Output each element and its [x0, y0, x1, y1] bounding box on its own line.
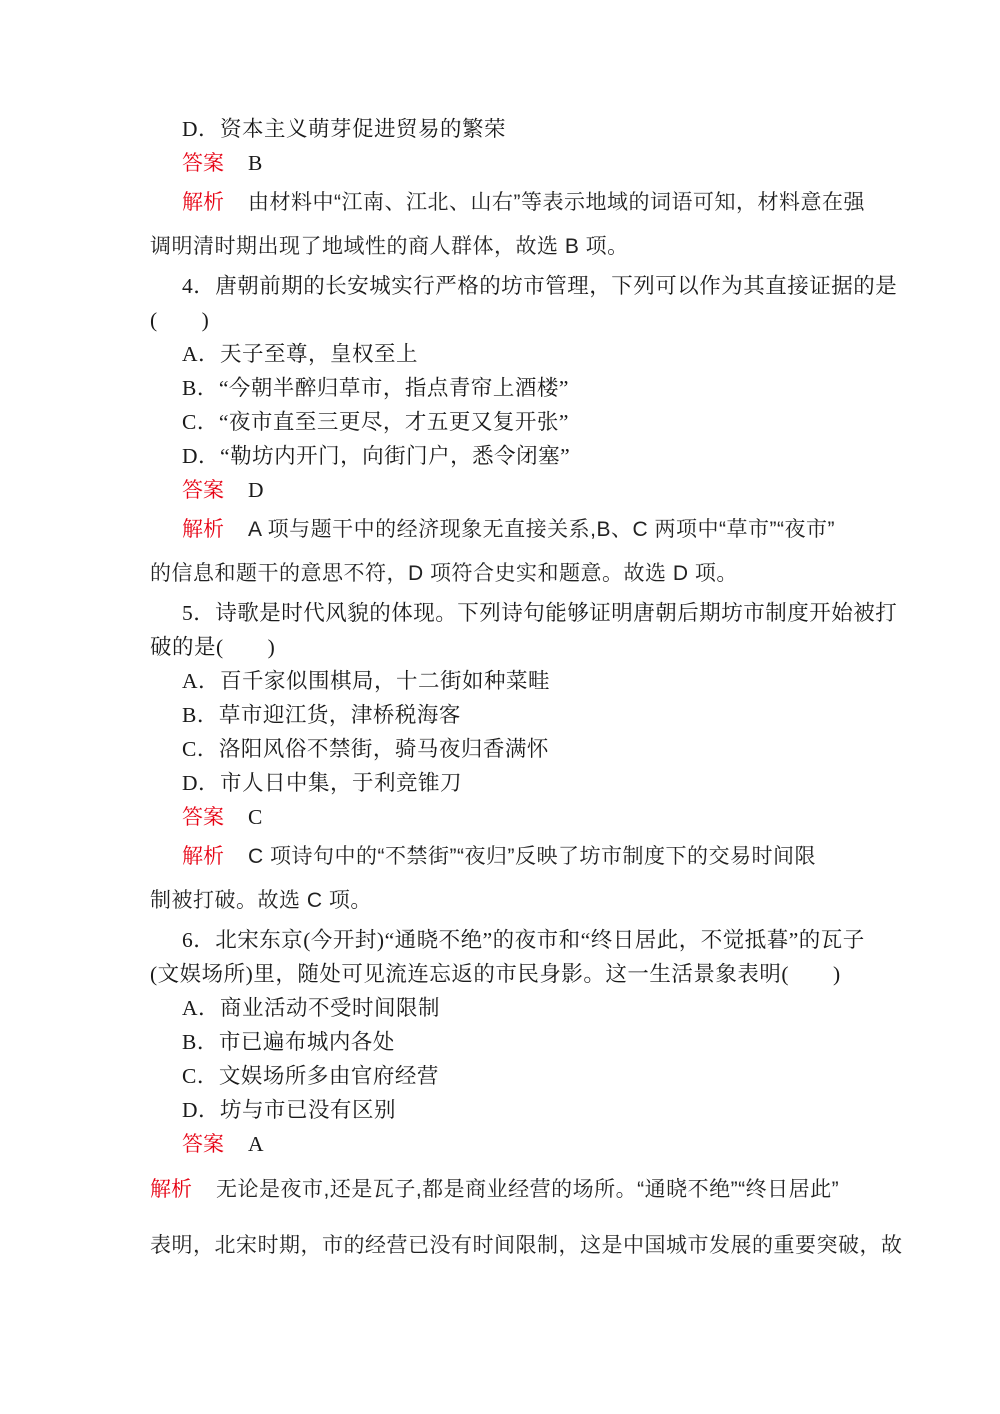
answer-label: 答案 [182, 152, 224, 175]
line-text: (文娱场所)里，随处可见流连忘返的市民身影。这一生活景象表明( ) [150, 962, 841, 986]
line-option [150, 405, 910, 439]
line-text: D．“勒坊内开门，向街门户，悉令闭塞” [182, 444, 571, 468]
line-text: 调明清时期出现了地域性的商人群体，故选 B 项。 [150, 235, 629, 258]
line-text: D．坊与市已没有区别 [182, 1098, 397, 1122]
line-text: 5．诗歌是时代风貌的体现。下列诗句能够证明唐朝后期坊市制度开始被打 [182, 601, 898, 625]
line-text: 4．唐朝前期的长安城实行严格的坊市管理，下列可以作为其直接证据的是 [182, 274, 898, 298]
line-option [150, 1093, 910, 1127]
line-text: C．文娱场所多由官府经营 [182, 1064, 439, 1088]
line-option [150, 1059, 910, 1093]
line-option [150, 766, 910, 800]
line-question [150, 596, 910, 630]
line-text: D．市人日中集，于利竞锥刀 [182, 771, 463, 795]
line-question-cont [150, 303, 910, 337]
line-answer [150, 473, 910, 508]
answer-value: C [248, 805, 263, 829]
line-answer [150, 1127, 910, 1162]
line-analysis-flush-cont [150, 1218, 910, 1274]
line-answer [150, 800, 910, 835]
line-text: B．“今朝半醉归草市，指点青帘上酒楼” [182, 376, 569, 400]
line-analysis-cont [150, 552, 910, 596]
answer-value: A [248, 1132, 264, 1156]
line-question [150, 269, 910, 303]
line-text: C．“夜市直至三更尽，才五更又复开张” [182, 410, 569, 434]
line-text: 由材料中“江南、江北、山右”等表示地域的词语可知，材料意在强 [248, 191, 865, 214]
answer-label: 答案 [182, 806, 224, 829]
line-text: D．资本主义萌芽促进贸易的繁荣 [182, 117, 507, 141]
line-analysis [150, 181, 910, 225]
line-text: 制被打破。故选 C 项。 [150, 889, 372, 912]
line-analysis-cont [150, 225, 910, 269]
line-option [150, 337, 910, 371]
line-text: 破的是( ) [150, 635, 276, 659]
line-option [150, 371, 910, 405]
line-text: B．市已遍布城内各处 [182, 1030, 395, 1054]
line-option [150, 1025, 910, 1059]
line-text: ( ) [150, 308, 210, 332]
line-analysis [150, 508, 910, 552]
line-analysis-cont [150, 879, 910, 923]
answer-label: 答案 [182, 479, 224, 502]
line-text: 表明，北宋时期，市的经营已没有时间限制，这是中国城市发展的重要突破，故 [150, 1234, 903, 1257]
line-option [150, 991, 910, 1025]
line-text: A．商业活动不受时间限制 [182, 996, 441, 1020]
line-analysis-flush [150, 1162, 910, 1218]
line-text: C 项诗句中的“不禁街”“夜归”反映了坊市制度下的交易时间限 [248, 845, 816, 868]
document-body [150, 112, 910, 1274]
line-analysis [150, 835, 910, 879]
line-question-cont [150, 630, 910, 664]
line-answer [150, 146, 910, 181]
answer-value: B [248, 151, 263, 175]
analysis-label: 解析 [182, 845, 224, 868]
line-text: C．洛阳风俗不禁街，骑马夜归香满怀 [182, 737, 549, 761]
line-option [150, 439, 910, 473]
line-text: 6．北宋东京(今开封)“通晓不绝”的夜市和“终日居此，不觉抵暮”的瓦子 [182, 928, 865, 952]
line-option [150, 732, 910, 766]
line-text: B．草市迎江货，津桥税海客 [182, 703, 461, 727]
line-text: A 项与题干中的经济现象无直接关系,B、C 两项中“草市”“夜市” [248, 518, 835, 541]
line-text: A．天子至尊，皇权至上 [182, 342, 419, 366]
analysis-label: 解析 [182, 191, 224, 214]
line-text: 无论是夜市,还是瓦子,都是商业经营的场所。“通晓不绝”“终日居此” [216, 1178, 840, 1201]
line-text: 的信息和题干的意思不符，D 项符合史实和题意。故选 D 项。 [150, 562, 738, 585]
line-question [150, 923, 910, 957]
answer-value: D [248, 478, 264, 502]
line-option [150, 112, 910, 146]
analysis-label: 解析 [150, 1178, 192, 1201]
line-question-cont [150, 957, 910, 991]
line-option [150, 664, 910, 698]
answer-label: 答案 [182, 1133, 224, 1156]
line-option [150, 698, 910, 732]
line-text: A．百千家似围棋局，十二街如种菜畦 [182, 669, 551, 693]
analysis-label: 解析 [182, 518, 224, 541]
